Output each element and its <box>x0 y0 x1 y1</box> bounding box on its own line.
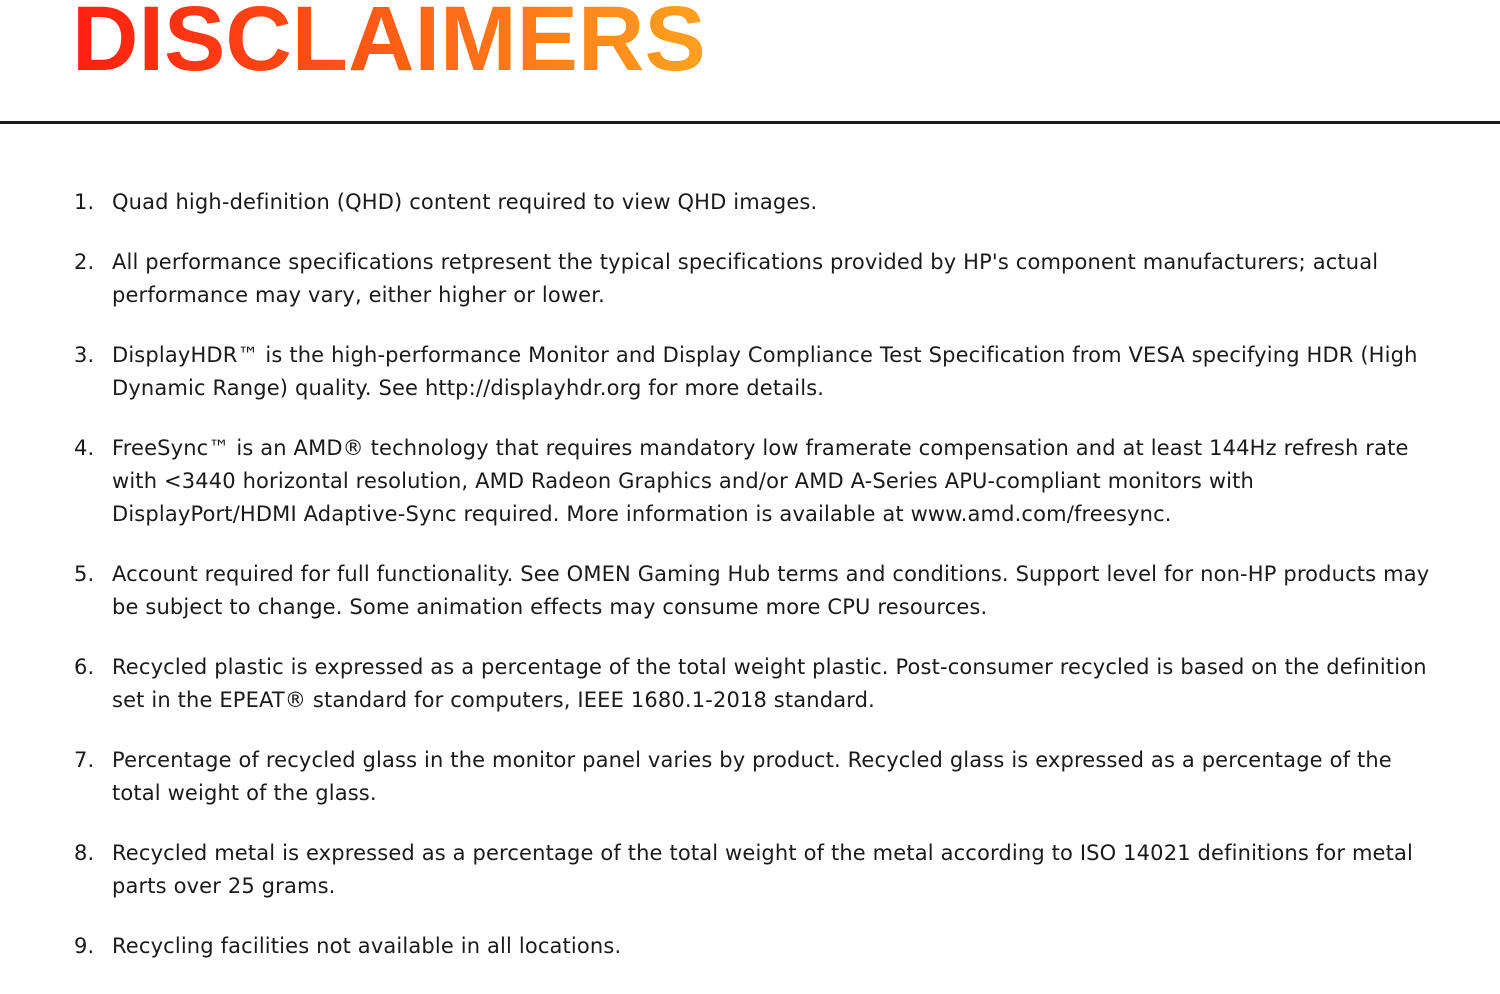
disclaimer-number: 4. <box>74 436 95 460</box>
disclaimer-text: FreeSync™ is an AMD® technology that requires mandatory low framerate compensation and at least 144Hz refresh rate with <3440 horizontal resolution, AMD Radeon Graphics and/or AMD A-Series APU-compliant monitors with DisplayPort/HDMI Adaptive-Sync required. More information is available at www.amd.com/freesync. <box>112 436 1409 526</box>
disclaimer-item-1 <box>74 186 1434 219</box>
disclaimer-item-5 <box>74 558 1434 624</box>
disclaimer-item-9 <box>74 930 1434 963</box>
disclaimer-item-6 <box>74 651 1434 717</box>
disclaimer-item-3 <box>74 339 1434 405</box>
disclaimer-item-8 <box>74 837 1434 903</box>
disclaimer-number: 3. <box>74 343 95 367</box>
disclaimer-text: Quad high-definition (QHD) content required to view QHD images. <box>112 190 818 214</box>
disclaimer-text: Percentage of recycled glass in the monitor panel varies by product. Recycled glass is expressed as a percentage of the total weight of the glass. <box>112 748 1392 805</box>
disclaimer-text: Account required for full functionality. See OMEN Gaming Hub terms and conditions. Support level for non-HP products may be subject to change. Some animation effects may consume more CPU resources. <box>112 562 1430 619</box>
disclaimer-text: Recycled plastic is expressed as a percentage of the total weight plastic. Post-consumer recycled is based on the definition set in the EPEAT® standard for computers, IEEE 1680.1-2018 standard. <box>112 655 1427 712</box>
disclaimer-number: 9. <box>74 934 95 958</box>
disclaimer-number: 7. <box>74 748 95 772</box>
disclaimer-number: 2. <box>74 250 95 274</box>
page-title: DISCLAIMERS <box>72 0 706 94</box>
disclaimer-item-7 <box>74 744 1434 810</box>
disclaimer-text: Recycled metal is expressed as a percentage of the total weight of the metal according to ISO 14021 definitions for metal parts over 25 grams. <box>112 841 1414 898</box>
disclaimer-text: DisplayHDR™ is the high-performance Monitor and Display Compliance Test Specification from VESA specifying HDR (High Dynamic Range) quality. See http://displayhdr.org for more details. <box>112 343 1418 400</box>
disclaimer-number: 1. <box>74 190 95 214</box>
disclaimer-text: All performance specifications retpresent the typical specifications provided by HP's component manufacturers; actual performance may vary, either higher or lower. <box>112 250 1379 307</box>
disclaimer-item-2 <box>74 246 1434 312</box>
disclaimer-list <box>74 186 1434 990</box>
disclaimer-number: 8. <box>74 841 95 865</box>
title-divider <box>0 121 1500 124</box>
disclaimer-text: Recycling facilities not available in all locations. <box>112 934 622 958</box>
disclaimer-item-4 <box>74 432 1434 531</box>
disclaimer-number: 6. <box>74 655 95 679</box>
disclaimer-number: 5. <box>74 562 95 586</box>
